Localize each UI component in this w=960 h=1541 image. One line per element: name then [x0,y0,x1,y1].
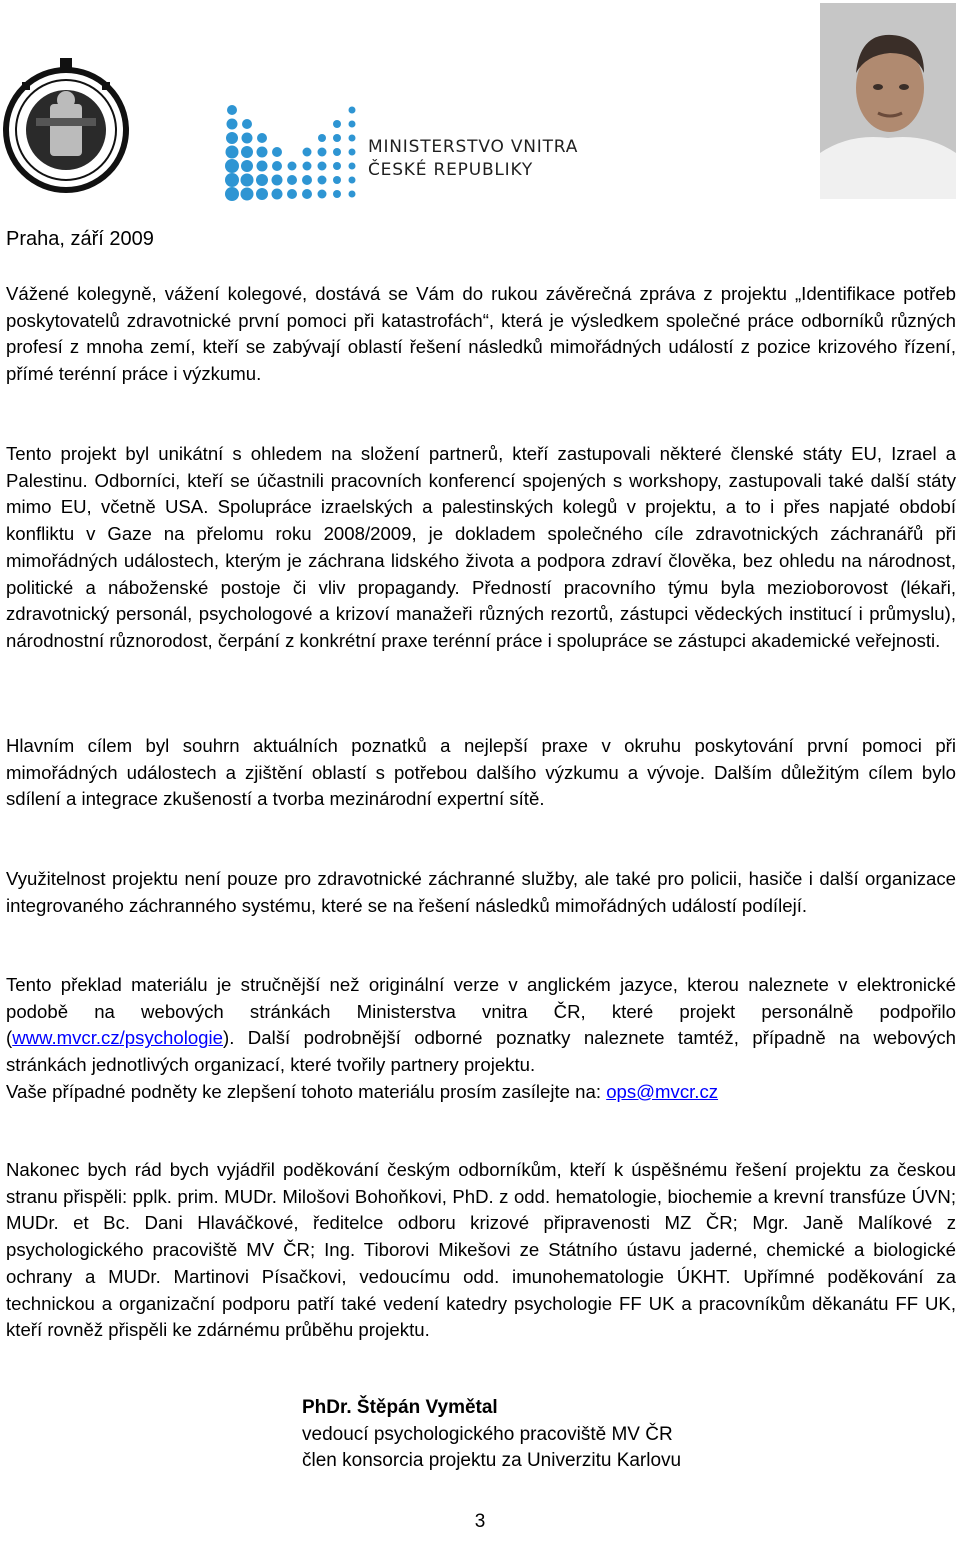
psychologie-link[interactable]: www.mvcr.cz/psychologie [12,1027,223,1049]
ministry-name-line2: ČESKÉ REPUBLIKY [368,160,534,180]
university-seal-logo [2,52,130,202]
paragraph-translation [6,972,956,1106]
paragraph-goals [6,733,956,813]
paragraph-usability-text: Využitelnost projektu není pouze pro zdravotnické záchranné služby, ale také pro policii, hasiče i další organizace integrovaného záchranného systému, které se na řešení následků mimořádných událostí podílejí. [6,868,956,916]
letter-date: Praha, září 2009 [6,228,154,250]
signature-role-2: člen konsorcia projektu za Univerzitu Karlovu [302,1450,682,1471]
signature-role-1: vedoucí psychologického pracoviště MV ČR [302,1423,673,1445]
translation-text-before: Tento překlad materiálu je stručnější než originální verze v anglickém jazyce, kterou naleznete v elektronické podobě na webových stránkách Ministerstva vnitra ČR, které projekt personálně podpořilo ( [6,974,956,1049]
signature-block [302,1395,681,1475]
paragraph-partners [6,441,956,655]
paragraph-feedback-text [6,1079,956,1106]
paragraph-goals-text: Hlavním cílem byl souhrn aktuálních poznatků a nejlepší praxe v okruhu poskytování první pomoci při mimořádných událostech a zjištění oblastí s potřebou dalšího výzkumu a vývoje. Dalším důležitým cílem bylo sdílení a integrace zkušeností a tvorba mezinárodní expertní sítě. [6,735,956,810]
ministry-name-line1: MINISTERSTVO VNITRA [368,137,579,157]
paragraph-translation-text [6,972,956,1079]
email-link[interactable]: ops@mvcr.cz [606,1080,719,1102]
page-number: 3 [474,1511,486,1532]
ministry-name [368,136,578,182]
paragraph-intro [6,281,956,388]
translation-text-after: ). Další podrobnější odborné poznatky naleznete tamtéž, případně na webových stránkách jednotlivých organizací, které tvořily partnery projektu. [6,1027,956,1076]
signature-name: PhDr. Štěpán Vymětal [302,1397,498,1418]
paragraph-thanks-text: Nakonec bych rád bych vyjádřil poděkování českým odborníkům, kteří k úspěšnému řešení projektu za českou stranu přispěli: pplk. prim. MUDr. Milošovi Bohoňkovi, PhD. z odd. hematologie, biochemie a krevní transfúze ÚVN; MUDr. et Bc. Dani Hlaváčkové, ředitelce odboru krizové připravenosti MZ ČR; Mgr. Janě Malíkové z psychologického pracoviště MV ČR; Ing. Tiborovi Mikešovi ze Státního ústavu jaderné, chemické a biologické ochrany a MUDr. Martinovi Písačkovi, vedoucímu odd. imunohematologie ÚKHT. Upřímné poděkování za technickou a organizační podporu patří také vedení katedry psychologie FF UK a pracovníkům děkanátu FF UK, kteří rovněž přispěli ke zdárnému průběhu projektu. [6,1159,956,1341]
paragraph-thanks [6,1157,956,1344]
paragraph-partners-text: Tento projekt byl unikátní s ohledem na složení partnerů, kteří zastupovali některé členské státy EU, Izrael a Palestinu. Odborníci, kteří se účastnili pracovních konferencí spojených s workshopy, zastupovali také další státy mimo EU, včetně USA. Spolupráce izraelských a palestinských kolegů v projektu, a to i přes napjaté období konfliktu v Gaze na přelomu roku 2008/2009, je dokladem společného cíle zdravotnických záchranářů při mimořádných událostech, kterým je záchrana lidského života a podpora zdraví člověka, bez ohledu na národnost, politické a náboženské postoje či vliv propagandy. Předností pracovního týmu byla mezioborovost (lékaři, zdravotnický personál, psychologové a krizoví manažeři různých rezortů, zástupci vědeckých institucí i průmyslu), národnostní různorodost, čerpání z konkrétní praxe terénní práce i spolupráce se zástupci akademické veřejnosti. [6,443,956,651]
author-photo [820,3,956,199]
feedback-text: Vaše případné podněty ke zlepšení tohoto materiálu prosím zasílejte na: [6,1080,607,1102]
paragraph-usability [6,866,956,919]
paragraph-intro-text: Vážené kolegyně, vážení kolegové, dostává se Vám do rukou závěrečná zpráva z projektu „Identifikace potřeb poskytovatelů zdravotnické první pomoci při katastrofách“, která je výsledkem společné práce odborníků různých profesí z mnoha zemí, kteří se zabývají oblastí řešení následků mimořádných událostí z pozice krizového řízení, přímé terénní práce i výzkumu. [6,283,956,385]
